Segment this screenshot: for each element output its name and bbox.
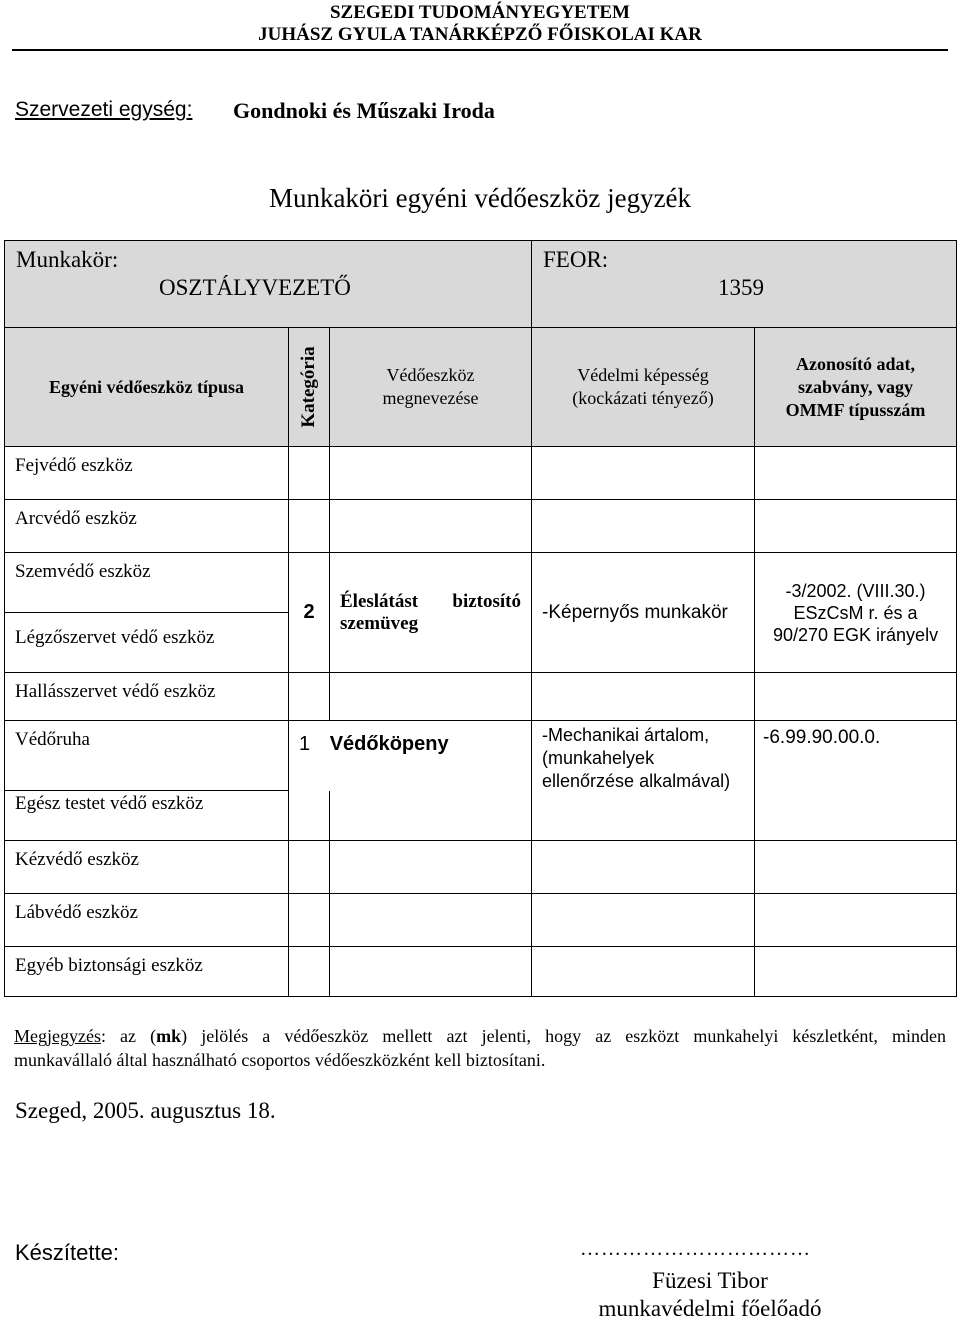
note-mk: mk (156, 1026, 182, 1046)
table-row-type: Fejvédő eszköz (5, 447, 289, 500)
job-cell (5, 241, 532, 328)
category-header-text: Kategória (298, 346, 319, 428)
table-row-type: Egyéb biztonsági eszköz (5, 947, 289, 997)
entry1-id (755, 553, 957, 673)
place-date: Szeged, 2005. augusztus 18. (15, 1098, 276, 1123)
faculty-name: JUHÁSZ GYULA TANÁRKÉPZŐ FŐISKOLAI KAR (258, 24, 702, 45)
entry1-id-line2: ESzCsM r. és a (793, 602, 918, 623)
col-header-category (289, 328, 330, 447)
entry2-risk (532, 721, 755, 841)
entry1-name-word2: biztosító (452, 590, 522, 612)
entry2-name-cell (289, 721, 532, 791)
feor-cell (532, 241, 957, 328)
university-name: SZEGEDI TUDOMÁNYEGYETEM (329, 2, 630, 23)
entry2-id: -6.99.90.00.0. (755, 721, 957, 841)
org-unit-value: Gondnoki és Műszaki Iroda (233, 98, 495, 123)
entry1-risk: -Képernyős munkakör (532, 553, 755, 673)
entry1-name-line2: szemüveg (340, 612, 419, 634)
entry1-name-word1: Éleslátást (340, 590, 419, 612)
entry1-id-line3: 90/270 EGK irányelv (772, 624, 939, 645)
entry2-risk-line3: ellenőrzése alkalmával) (542, 771, 731, 791)
job-value: OSZTÁLYVEZETŐ (159, 275, 351, 300)
col-header-risk: Védelmi képesség (kockázati tényező) (532, 328, 755, 447)
table-row-type: Egész testet védő eszköz (5, 791, 289, 841)
entry1-name (330, 553, 532, 673)
entry2-category: 1 (299, 733, 311, 755)
prepared-by-label: Készítette: (15, 1240, 119, 1265)
note-text-b: ) jelölés a védőeszköz mellett azt jelenti, hogy az eszközt munkahelyi készletként, minden (181, 1026, 946, 1046)
note-text-a: : az ( (100, 1026, 157, 1046)
col-header-name: Védőeszköz megnevezése (330, 328, 532, 447)
table-row-type: Védőruha (5, 721, 289, 791)
table-row-type: Légzőszervet védő eszköz (5, 613, 289, 673)
feor-label: FEOR: (543, 247, 609, 272)
entry1-id-line1: -3/2002. (VIII.30.) (785, 580, 926, 601)
note-label: Megjegyzés (14, 1026, 101, 1046)
table-row-type: Lábvédő eszköz (5, 894, 289, 947)
table-row-type: Szemvédő eszköz (5, 553, 289, 613)
note-text-c: munkavállaló által használható csoportos védőeszközként kell biztosítani. (14, 1050, 546, 1070)
document-title: Munkaköri egyéni védőeszköz jegyzék (268, 183, 692, 213)
entry2-risk-line2: (munkahelyek (542, 748, 655, 768)
ppe-table (4, 240, 957, 997)
table-row-type: Kézvédő eszköz (5, 841, 289, 894)
signer-title: munkavédelmi főelőadó (598, 1296, 822, 1321)
note (14, 1024, 946, 1072)
job-label: Munkakör: (16, 247, 119, 272)
signature-line: …………………………… (580, 1238, 811, 1260)
entry2-risk-line1: -Mechanikai ártalom, (542, 725, 710, 745)
header-rule (12, 49, 948, 51)
table-row-type: Arcvédő eszköz (5, 500, 289, 553)
col-header-type: Egyéni védőeszköz típusa (5, 328, 289, 447)
feor-value: 1359 (718, 275, 765, 300)
table-row-type: Hallásszervet védő eszköz (5, 673, 289, 721)
signer-name: Füzesi Tibor (652, 1268, 768, 1293)
entry2-name: Védőköpeny (329, 733, 449, 755)
entry1-category: 2 (289, 553, 330, 673)
col-header-id: Azonosító adat, szabvány, vagy OMMF típusszám (755, 328, 957, 447)
org-unit-label: Szervezeti egység: (15, 98, 193, 121)
